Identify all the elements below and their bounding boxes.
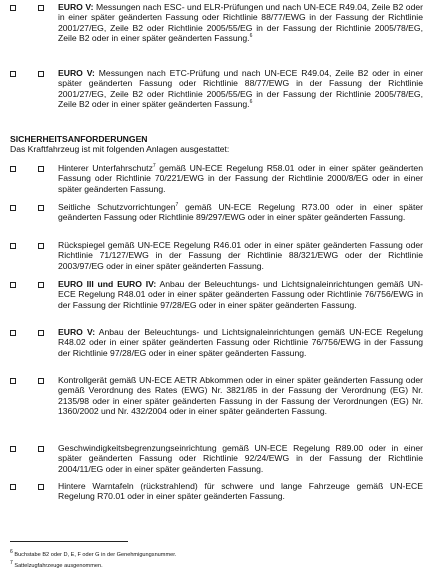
section-intro: Das Kraftfahrzeug ist mit folgenden Anlagen ausgestattet: xyxy=(10,144,230,154)
footnote-6: 6 Buchstabe B2 oder D, E, F oder G in der Genehmigungsnummer. xyxy=(10,549,177,558)
checkbox-right[interactable] xyxy=(38,330,44,336)
item-text: Seitliche Schutzvorrichtungen$^7$ gemäß UN-ECE Regelung R73.00 oder in einer später geänderten Fassung oder Richtlinie 89/297/EWG oder in einer später geänderten Fassung. xyxy=(58,202,423,223)
item-text: Kontrollgerät gemäß UN-ECE AETR Abkommen oder in einer später geänderten Fassung oder gemäß Verordnung des Rates (EWG) Nr. 3821/85 in der Fassung der Verordnung (EG) Nr. 2135/98 oder in einer später geänderten Fassung in der Fassung der Verordnungen (EG) Nr. 1360/2002 und Nr. 432/2004 oder in einer später geänderten Fassung. xyxy=(58,375,423,417)
footnote-divider xyxy=(10,541,128,542)
checkbox-right[interactable] xyxy=(38,378,44,384)
item-text: Hinterer Unterfahrschutz$^7$ gemäß UN-ECE Regelung R58.01 oder in einer später geänderten Fassung oder Richtlinie 70/221/EWG in der Fassung der Richtlinie 2000/8/EG oder in einer später geänderten Fassung. xyxy=(58,163,423,194)
checkbox-left[interactable] xyxy=(10,282,16,288)
item-text: EURO V: Messungen nach ESC- und ELR-Prüfungen und nach UN-ECE R49.04, Zeile B2 oder in einer später geänderten Fassung oder Richtlinie 88/77/EWG in der Fassung der Richtlinie 2001/27/EG, Zeile B2 oder Richtlinie 2005/55/EG in der Fassung der Richtlinie 2005/78/EG, Zeile B2 oder in einer später geänderten Fassung.$^6$ xyxy=(58,2,423,44)
checkbox-left[interactable] xyxy=(10,5,16,11)
checkbox-right[interactable] xyxy=(38,243,44,249)
section-heading: SICHERHEITSANFORDERUNGEN xyxy=(10,134,148,144)
item-text: Hintere Warntafeln (rückstrahlend) für schwere und lange Fahrzeuge gemäß UN-ECE Regelung R70.01 oder in einer später geänderten Fassung. xyxy=(58,481,423,502)
checkbox-left[interactable] xyxy=(10,205,16,211)
checkbox-right[interactable] xyxy=(38,71,44,77)
item-text: Rückspiegel gemäß UN-ECE Regelung R46.01 oder in einer später geänderten Fassung oder Richtlinie 71/127/EWG in der Fassung der Richtlinie 88/321/EWG oder der Richtlinie 2003/97/EG oder in einer später geänderten Fassung. xyxy=(58,240,423,271)
checkbox-right[interactable] xyxy=(38,5,44,11)
checkbox-right[interactable] xyxy=(38,282,44,288)
checkbox-left[interactable] xyxy=(10,71,16,77)
item-text: EURO V: Messungen nach ETC-Prüfung und nach UN-ECE R49.04, Zeile B2 oder in einer später geänderten Fassung oder Richtlinie 88/77/EWG in der Fassung der Richtlinie 2001/27/EG, Zeile B2 oder Richtlinie 2005/55/EG in der Fassung der Richtlinie 2005/78/EG, Zeile B2 oder in einer später geänderten Fassung.$^6$ xyxy=(58,68,423,110)
item-text: EURO III und EURO IV: Anbau der Beleuchtungs- und Lichtsignaleinrichtungen gemäß UN-ECE Regelung R48.01 oder in einer später geänderten Fassung oder Richtlinie 76/756/EWG in der Fassung der Richtlinie 97/28/EG oder in einer später geänderten Fassung. xyxy=(58,279,423,310)
item-text: EURO V: Anbau der Beleuchtungs- und Lichtsignaleinrichtungen gemäß UN-ECE Regelung R48.02 oder in einer später geänderten Fassung oder Richtlinie 76/756/EWG in der Fassung der Richtlinie 97/28/EG oder in einer später geänderten Fassung. xyxy=(58,327,423,358)
footnote-7: 7 Sattelzugfahrzeuge ausgenommen. xyxy=(10,560,103,569)
checkbox-left[interactable] xyxy=(10,446,16,452)
checkbox-left[interactable] xyxy=(10,166,16,172)
checkbox-right[interactable] xyxy=(38,205,44,211)
checkbox-left[interactable] xyxy=(10,484,16,490)
checkbox-right[interactable] xyxy=(38,484,44,490)
checkbox-left[interactable] xyxy=(10,243,16,249)
checkbox-right[interactable] xyxy=(38,446,44,452)
checkbox-right[interactable] xyxy=(38,166,44,172)
checkbox-left[interactable] xyxy=(10,378,16,384)
item-text: Geschwindigkeitsbegrenzungseinrichtung gemäß UN-ECE Regelung R89.00 oder in einer später geänderten Fassung oder Richtlinie 92/24/EWG in der Fassung der Richtlinie 2004/11/EG oder in einer später geänderten Fassung. xyxy=(58,443,423,474)
checkbox-left[interactable] xyxy=(10,330,16,336)
